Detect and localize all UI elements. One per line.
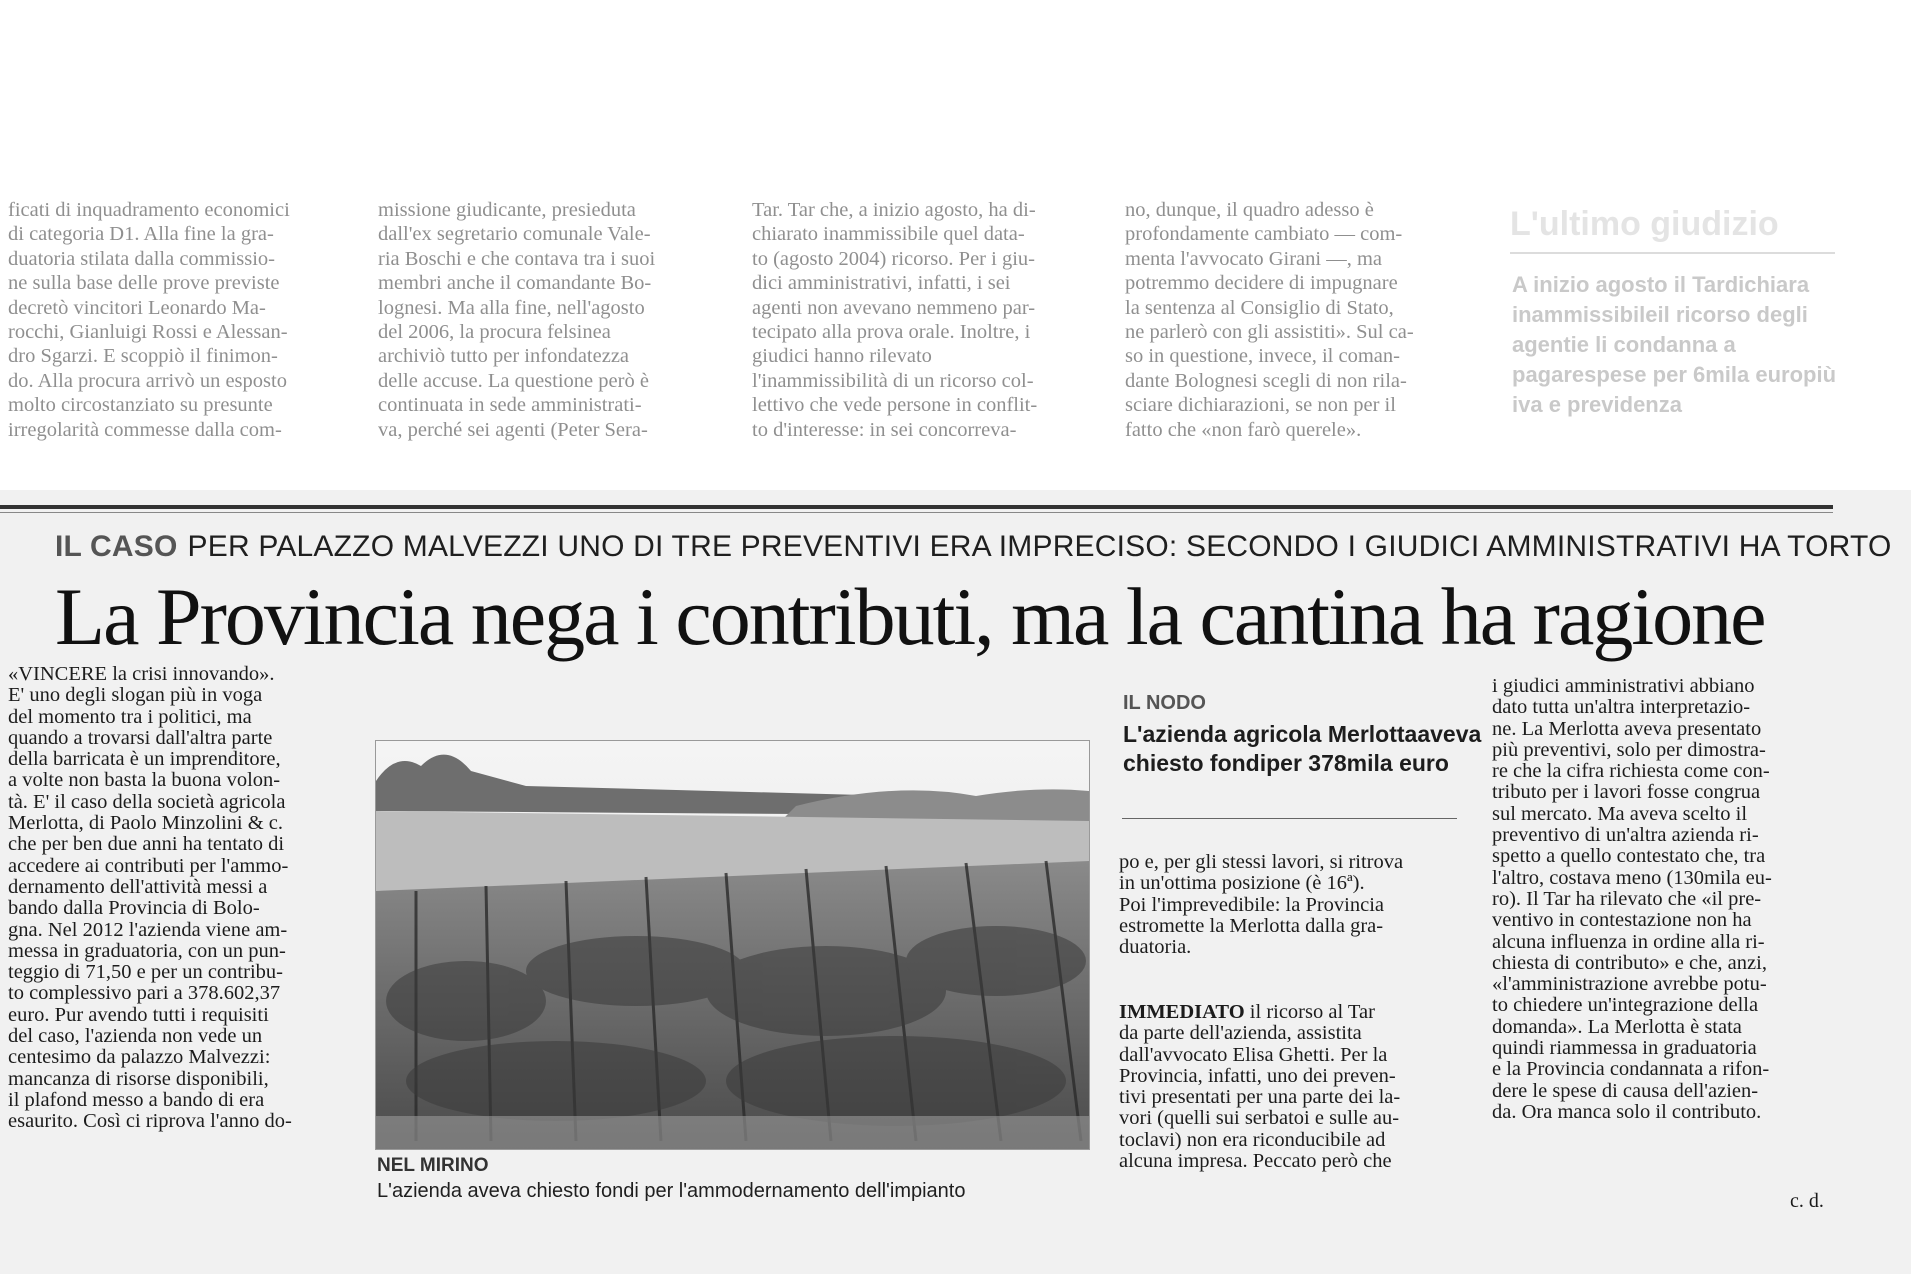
article-kicker [55,530,1892,564]
text-line: «l'amministrazione avrebbe potu- [1492,973,1767,996]
text-line: dall'avvocato Elisa Ghetti. Per la [1119,1043,1388,1066]
text-line: to d'interesse: in sei concorreva- [752,418,1017,441]
top-article-col-3 [752,198,1037,442]
text-line: accedere ai contributi per l'ammo- [8,854,289,877]
top-article-col-1 [8,198,290,442]
text-line: Poi l'imprevedibile: la Provincia [1119,893,1385,916]
text-line: teggio di 71,50 e per un contribu- [8,961,283,984]
text-line: che per ben due anni ha tentato di [8,833,285,856]
text-line: lognesi. Ma alla fine, nell'agosto [378,296,645,319]
text-line: continuata in sede amministrati- [378,394,642,417]
text-line: quando a trovarsi dall'altra parte [8,726,273,749]
text-line: di categoria D1. Alla fine la gra- [8,223,274,246]
text-line: potremmo decidere di impugnare [1125,272,1398,295]
text-line: A inizio agosto il Tar [1512,272,1725,297]
text-line: dernamento dell'attività messi a [8,875,268,898]
text-line: chiesta di contributo» e che, anzi, [1492,951,1767,974]
text-line: ne. La Merlotta aveva presentato [1492,717,1762,740]
photo-caption: L'azienda aveva chiesto fondi per l'ammodernamento dell'impianto [377,1180,966,1202]
text-line: dro Sgarzi. E scoppiò il finimon- [8,345,278,368]
text-line: da. Ora manca solo il contributo. [1492,1100,1762,1123]
text-line: ria Boschi e che contava tra i suoi [378,247,656,270]
text-line: del momento tra i politici, ma [8,705,252,728]
text-line: bando dalla Provincia di Bolo- [8,897,260,920]
text-line: tecipato alla prova orale. Inoltre, i [752,321,1031,344]
text-line: domanda». La Merlotta è stata [1492,1015,1742,1038]
text-line: spetto a quello contestato che, tra [1492,845,1766,868]
text-line: e la Provincia condannata a rifon- [1492,1058,1770,1081]
text-line: dici amministrativi, infatti, i sei [752,272,1011,295]
text-line: duatoria. [1119,936,1192,959]
text-line: to chiedere un'integrazione della [1492,994,1759,1017]
article-col-3-a [1119,852,1403,958]
kicker-text: PER PALAZZO MALVEZZI UNO DI TRE PREVENTIVI ERA IMPRECISO: SECONDO I GIUDICI AMMINISTRATIVI HA TORTO [187,530,1892,563]
text-line: i giudici amministrativi abbiano [1492,675,1755,697]
text-line: chiarato inammissibile quel data- [752,223,1025,246]
sidebar-divider [1510,252,1835,254]
text-line: «VINCERE la crisi innovando». [8,663,275,685]
text-line: a volte non basta la buona volon- [8,769,281,792]
text-line: profondamente cambiato — com- [1125,223,1403,246]
vineyard-image-icon [376,741,1089,1149]
text-line: do. Alla procura arrivò un esposto [8,369,287,392]
text-line: Provincia, infatti, uno dei preven- [1119,1064,1396,1087]
text-line: dante Bolognesi scegli di non rila- [1125,369,1407,392]
text-line: toclavi) non era riconducibile ad [1119,1128,1386,1151]
text-line: molto circostanziato su presunte [8,394,273,417]
photo-caption-tag: NEL MIRINO [377,1155,489,1176]
text-line: per 378mila euro [1266,750,1449,776]
article-top-rule-thin [0,512,1833,513]
text-line: più preventivi, solo per dimostra- [1492,738,1766,761]
text-line: del caso, l'azienda non vede un [8,1025,263,1048]
sidebar-body [1512,270,1842,420]
col3-b-first-line [1119,1002,1400,1023]
col3-b-first-text: il ricorso al Tar [1244,1001,1375,1023]
text-line: archiviò tutto per infondatezza [378,345,630,368]
text-line: il plafond messo a bando di era [8,1088,265,1111]
text-line: la sentenza al Consiglio di Stato, [1125,296,1394,319]
text-line: ne parlerò con gli assistiti». Sul ca- [1125,321,1414,344]
text-line: in un'ottima posizione (è 16ª). [1119,872,1365,895]
text-line: tà. E' il caso della società agricola [8,790,286,813]
text-line: tributo per i lavori fosse congrua [1492,781,1761,804]
text-line: aveva chiesto fondi [1123,721,1482,776]
text-line: agenti non avevano nemmeno par- [752,296,1036,319]
text-line: quindi riammessa in graduatoria [1492,1037,1757,1060]
text-line: vori (quelli sui serbatoi e sulle au- [1119,1107,1400,1130]
text-line: giudici hanno rilevato [752,345,932,368]
text-line: fatto che «non farò querele». [1125,418,1362,441]
top-article-col-4 [1125,198,1414,442]
text-line: so in questione, invece, il coman- [1125,345,1400,368]
text-line: L'azienda agricola Merlotta [1123,721,1418,747]
text-line: spese per 6mila euro [1584,362,1804,387]
text-line: rocchi, Gianluigi Rossi e Alessan- [8,321,288,344]
text-line: to (agosto 2004) ricorso. Per i giu- [752,247,1035,270]
text-line: estromette la Merlotta dalla gra- [1119,914,1384,937]
vineyard-photo [375,740,1090,1150]
text-line: ficati di inquadramento economici [8,199,290,221]
article-headline: La Provincia nega i contributi, ma la cantina ha ragione [55,571,1765,662]
text-line: duatoria stilata dalla commissio- [8,247,276,270]
nodo-tag: IL NODO [1123,692,1206,714]
text-line: lettivo che vede persone in conflit- [752,394,1038,417]
text-line: euro. Pur avendo tutti i requisiti [8,1003,269,1026]
text-line: re che la cifra richiesta come con- [1492,760,1770,783]
text-line: della barricata è un imprenditore, [8,748,281,771]
text-line: tivi presentati per una parte dei la- [1119,1086,1401,1109]
text-line: l'altro, costava meno (130mila eu- [1492,866,1772,889]
text-line: preventivo di un'altra azienda ri- [1492,824,1759,847]
text-line: esaurito. Così ci riprova l'anno do- [8,1110,292,1133]
article-col-1 [8,664,292,1133]
text-line: centesimo da palazzo Malvezzi: [8,1046,271,1069]
text-line: alcuna influenza in ordine alla ri- [1492,930,1765,953]
text-line: menta l'avvocato Girani —, ma [1125,247,1383,270]
col3-b-rest [1119,1023,1400,1172]
nodo-text [1123,720,1483,778]
text-line: dichiara inammissibile [1512,272,1810,327]
text-line: l'inammissibilità di un ricorso col- [752,369,1034,392]
text-line: missione giudicante, presieduta [378,199,636,221]
text-line: più iva e previdenza [1512,362,1837,417]
text-line: ventivo in contestazione non ha [1492,909,1752,932]
text-line: alcuna impresa. Peccato però che [1119,1150,1392,1173]
text-line: il ricorso degli agenti [1512,302,1808,357]
text-line: irregolarità commesse dalla com- [8,418,282,441]
text-line: mancanza di risorse disponibili, [8,1067,269,1090]
text-line: E' uno degli slogan più in voga [8,684,263,707]
top-article-col-2 [378,198,655,442]
text-line: e li condanna a pagare [1512,332,1736,387]
kicker-tag: IL CASO [55,530,178,563]
text-line: messa in graduatoria, con un pun- [8,939,286,962]
text-line: del 2006, la procura felsinea [378,321,611,344]
author-signature: c. d. [1790,1190,1824,1212]
text-line: va, perché sei agenti (Peter Sera- [378,418,648,441]
text-line: no, dunque, il quadro adesso è [1125,199,1374,221]
text-line: membri anche il comandante Bo- [378,272,652,295]
article-top-rule [0,505,1833,509]
text-line: Tar. Tar che, a inizio agosto, ha di- [752,199,1036,221]
text-line: to complessivo pari a 378.602,37 [8,982,281,1005]
text-line: dato tutta un'altra interpretazio- [1492,696,1751,719]
text-line: ne sulla base delle prove previste [8,272,280,295]
text-line: sciare dichiarazioni, se non per il [1125,394,1396,417]
text-line: sul mercato. Ma aveva scelto il [1492,802,1748,825]
text-line: po e, per gli stessi lavori, si ritrova [1119,851,1404,873]
text-line: da parte dell'azienda, assistita [1119,1022,1362,1045]
text-line: delle accuse. La questione però è [378,369,649,392]
text-line: Merlotta, di Paolo Minzolini & c. [8,812,284,835]
text-line: dere le spese di causa dell'azien- [1492,1079,1759,1102]
article-col-3-b [1119,1002,1400,1172]
text-line: dall'ex segretario comunale Vale- [378,223,651,246]
sidebar-title: L'ultimo giudizio [1510,205,1779,243]
article-col-4 [1492,676,1772,1123]
text-line: ro). Il Tar ha rilevato che «il pre- [1492,887,1762,910]
text-line: decretò vincitori Leonardo Ma- [8,296,266,319]
nodo-divider [1122,818,1457,819]
text-line: gna. Nel 2012 l'azienda viene am- [8,918,288,941]
col3-b-lead: IMMEDIATO [1119,1001,1245,1023]
